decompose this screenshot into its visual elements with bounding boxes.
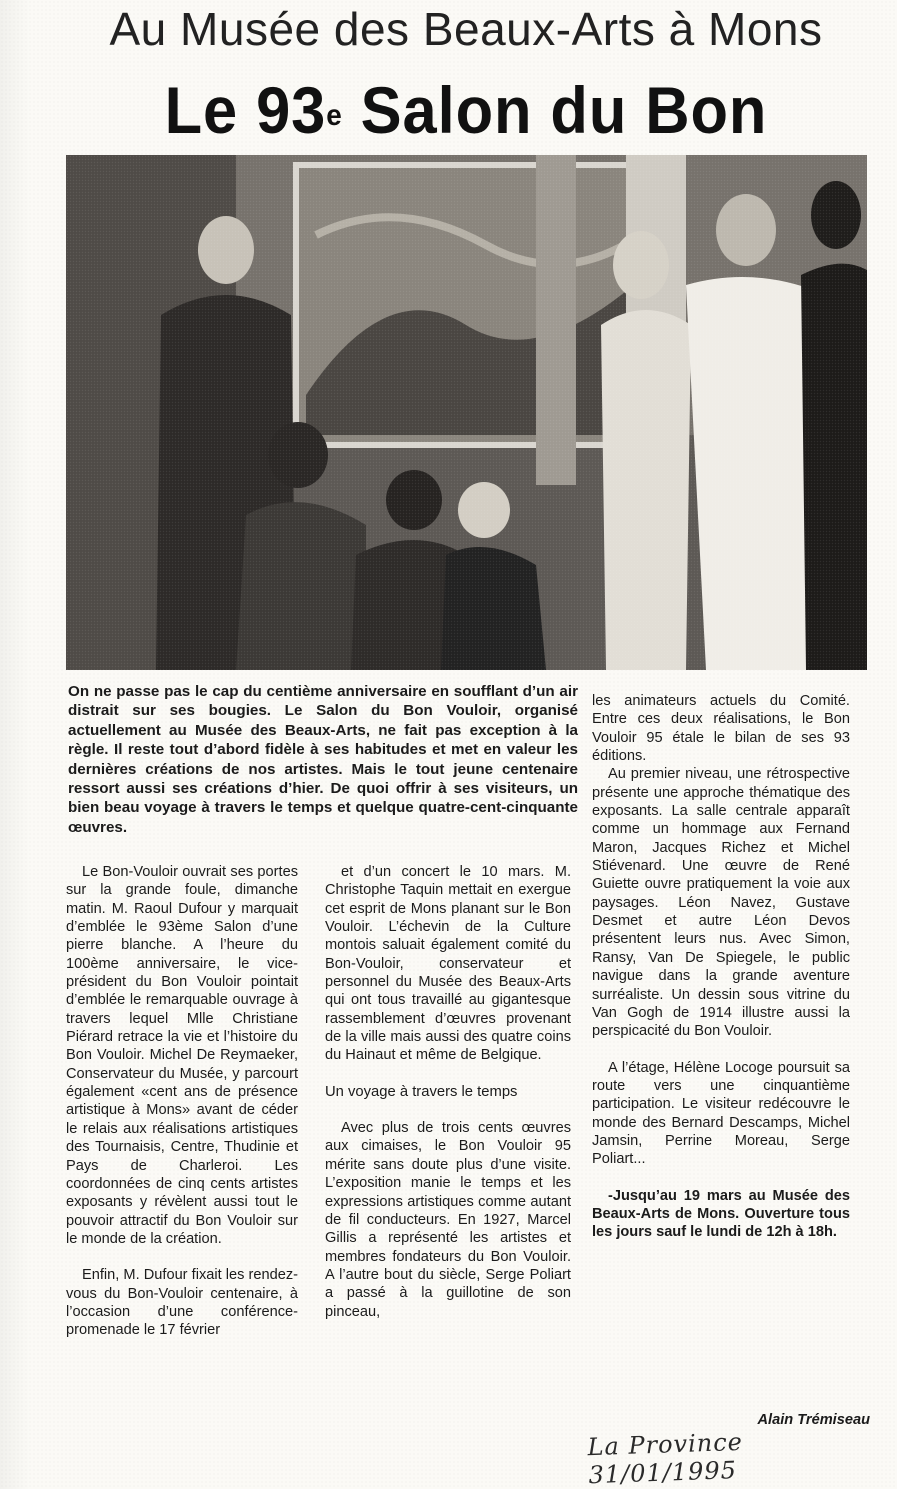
paragraph: Avec plus de trois cents œuvres aux cimaises, le Bon Vouloir 95 mérite sans doute plus d’une visite. L’exposition manie le temps et les expressions artistiques comme autant de fil conducteurs. En 1927, Marcel Gillis a représenté les artistes et membres fondateurs du Bon Vouloir. A l’autre bout du siècle, Serge Poliart a passé à la guillotine de son pinceau, <box>325 1120 571 1320</box>
photo-illustration <box>66 155 867 670</box>
paragraph: Le Bon-Vouloir ouvrait ses portes sur la grande foule, dimanche matin. M. Raoul Dufour y marquait d’emblée le 93ème Salon d’une pierre blanche. A l’heure du 100ème anniversaire, le vice-président du Bon Vouloir pointait d’emblée le remarquable ouvrage à travers lequel Mlle Christiane Piérard retrace la vie et l’histoire du Bon Vouloir. Michel De Reymaeker, Conservateur du Musée, y parcourt également «cent ans de présence artistique à Mons» avant de céder le relais aux réalisations artistiques des Tournaisis, Centre, Thudinie et Pays de Charleroi. Les coordonnées de cinq cents artistes exposants y révèlent aussi tout le pouvoir attractif du Bon Vouloir sur le monde de la création. <box>66 864 298 1247</box>
article-column-3 <box>592 692 850 1242</box>
headline-part-1: Le 93 <box>164 73 327 147</box>
author-byline: Alain Trémiseau <box>757 1412 870 1428</box>
article-column-1 <box>66 863 298 1340</box>
headline-superscript: e <box>326 99 343 132</box>
kicker-title: Au Musée des Beaux-Arts à Mons <box>109 3 823 55</box>
paragraph: et d’un concert le 10 mars. M. Christophe Taquin mettait en exergue cet esprit de Mons planant sur le Bon Vouloir. L’échevin de la Culture montois saluait également comité du Bon-Vouloir, conservateur et personnel du Musée des Beaux-Arts qui ont tous travaillé au gigantesque rassemblement d’œuvres provenant de la ville mais aussi des quatre coins du Hainaut et même de Belgique. <box>325 864 571 1064</box>
paragraph: A l’étage, Hélène Locoge poursuit sa route vers une cinquantième participation. Le visiteur redécouvre le monde des Bernard Descamps, Michel Jamsin, Perrine Moreau, Serge Poliart... <box>592 1059 850 1168</box>
scan-edge-shadow <box>0 0 30 1489</box>
article-column-2 <box>325 863 571 1321</box>
section-subhead: Un voyage à travers le temps <box>325 1083 518 1100</box>
news-photo <box>66 155 867 670</box>
handwritten-source-note: La Province 31/01/1995 <box>587 1427 744 1489</box>
paragraph: Enfin, M. Dufour fixait les rendez-vous du Bon-Vouloir centenaire, à l’occasion d’une conférence-promenade le 17 février <box>66 1267 298 1339</box>
exhibition-info: -Jusqu’au 19 mars au Musée des Beaux-Arts de Mons. Ouverture tous les jours sauf le lundi de 12h à 18h. <box>592 1187 850 1241</box>
paragraph: les animateurs actuels du Comité. Entre ces deux réalisations, le Bon Vouloir 95 étale le bilan de ses 93 éditions. <box>592 693 850 765</box>
headline-part-2: Salon du Bon <box>360 73 768 147</box>
article-lede: On ne passe pas le cap du centième anniversaire en soufflant d’un air distrait sur ses bougies. Le Salon du Bon Vouloir, organisé actuellement au Musée des Beaux-Arts, ne fait pas exception à la règle. Il reste tout d’abord fidèle à ses habitudes et met en valeur les dernières créations de nos artistes. Mais le tout jeune centenaire ressort aussi ses créations d’hier. De quoi offrir à ses visiteurs, un bien beau voyage à travers le temps et quelque quatre-cent-cinquante œuvres. <box>68 683 578 836</box>
paragraph: Au premier niveau, une rétrospective présente une approche thématique des exposants. La salle centrale apparaît comme un hommage aux Fernand Maron, Jacques Richez et Michel Stiévenard. Une œuvre de René Guiette ouvre pratiquement la voie aux paysages. Léon Navez, Gustave Desmet et autre Léon Devos présentent leurs nus. Avec Simon, Ransy, Van De Spiegele, le public navigue dans la grande aventure surréaliste. Un dessin sous vitrine du Van Gogh de 1914 illustre aussi la perspicacité du Bon Vouloir. <box>592 766 850 1040</box>
